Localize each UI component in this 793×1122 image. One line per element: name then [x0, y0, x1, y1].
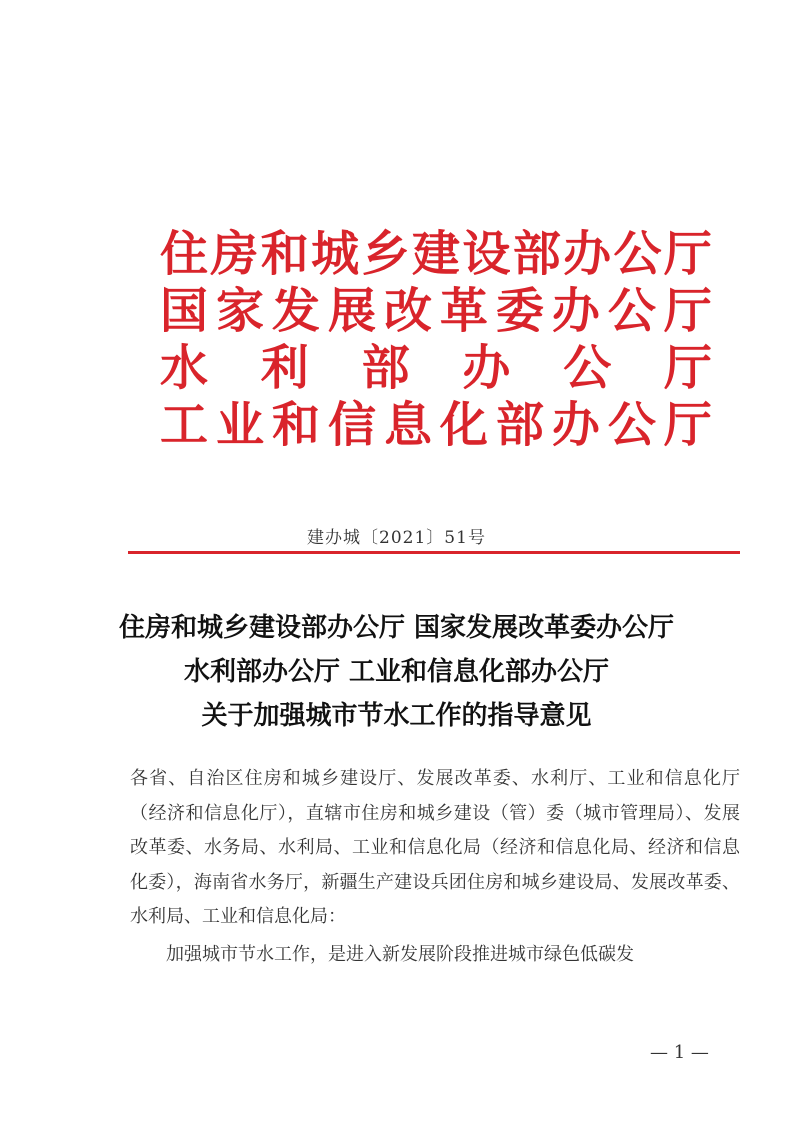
- title-line-2: 水利部办公厅 工业和信息化部办公厅: [183, 657, 610, 687]
- red-divider: [128, 551, 740, 554]
- issuer-char: 办: [551, 283, 600, 339]
- issuer-char: 革: [439, 283, 488, 339]
- document-number: 建办城〔2021〕51号: [307, 528, 486, 548]
- issuer-char: 和: [260, 226, 309, 282]
- issuer-char: 住: [160, 226, 209, 282]
- issuer-char: 厅: [663, 283, 712, 339]
- body-paragraph-1: 加强城市节水工作，是进入新发展阶段推进城市绿色低碳发: [166, 943, 634, 965]
- page-number: — 1 —: [650, 1042, 709, 1063]
- issuer-char: 厅: [663, 226, 712, 282]
- issuer-line-1: [160, 226, 712, 283]
- document-title: [0, 606, 793, 738]
- issuer-char: 乡: [361, 226, 410, 282]
- issuer-char: 展: [327, 283, 376, 339]
- issuer-char: 家: [215, 283, 264, 339]
- issuer-char: 公: [607, 283, 656, 339]
- issuer-line-2: [160, 283, 712, 340]
- issuer-char: 设: [462, 226, 511, 282]
- issuer-char: 厅: [663, 340, 712, 396]
- issuer-char: 利: [260, 340, 309, 396]
- issuer-char: 厅: [663, 397, 712, 453]
- document-body: [130, 762, 740, 972]
- issuer-char: 办: [551, 397, 600, 453]
- issuer-char: 城: [311, 226, 360, 282]
- issuer-char: 发: [271, 283, 320, 339]
- issuer-char: 办: [462, 340, 511, 396]
- title-line-3: 关于加强城市节水工作的指导意见: [201, 701, 592, 731]
- issuer-char: 水: [160, 340, 209, 396]
- issuer-char: 部: [512, 226, 561, 282]
- issuer-letterhead: [160, 226, 712, 454]
- issuer-line-3: [160, 340, 712, 397]
- issuer-char: 公: [563, 340, 612, 396]
- issuer-char: 办: [563, 226, 612, 282]
- title-line-1: 住房和城乡建设部办公厅 国家发展改革委办公厅: [118, 613, 675, 643]
- issuer-line-4: [160, 397, 712, 454]
- issuer-char: 业: [215, 397, 264, 453]
- issuer-char: 国: [160, 283, 209, 339]
- issuer-char: 公: [607, 397, 656, 453]
- issuer-char: 息: [383, 397, 432, 453]
- issuer-char: 建: [411, 226, 460, 282]
- issuer-char: 公: [613, 226, 662, 282]
- issuer-char: 信: [327, 397, 376, 453]
- issuer-char: 工: [160, 397, 209, 453]
- issuer-char: 和: [271, 397, 320, 453]
- issuer-char: 委: [495, 283, 544, 339]
- issuer-char: 部: [495, 397, 544, 453]
- issuer-char: 房: [210, 226, 259, 282]
- issuer-char: 部: [361, 340, 410, 396]
- issuer-char: 改: [383, 283, 432, 339]
- addressee-paragraph: 各省、自治区住房和城乡建设厅、发展改革委、水利厅、工业和信息化厅（经济和信息化厅），直辖市住房和城乡建设（管）委（城市管理局）、发展改革委、水务局、水利局、工业和信息化局（经济和信息化局、经济和信息化委），海南省水务厅，新疆生产建设兵团住房和城乡建设局、发展改革委、水利局、工业和信息化局：: [130, 768, 740, 927]
- issuer-char: 化: [439, 397, 488, 453]
